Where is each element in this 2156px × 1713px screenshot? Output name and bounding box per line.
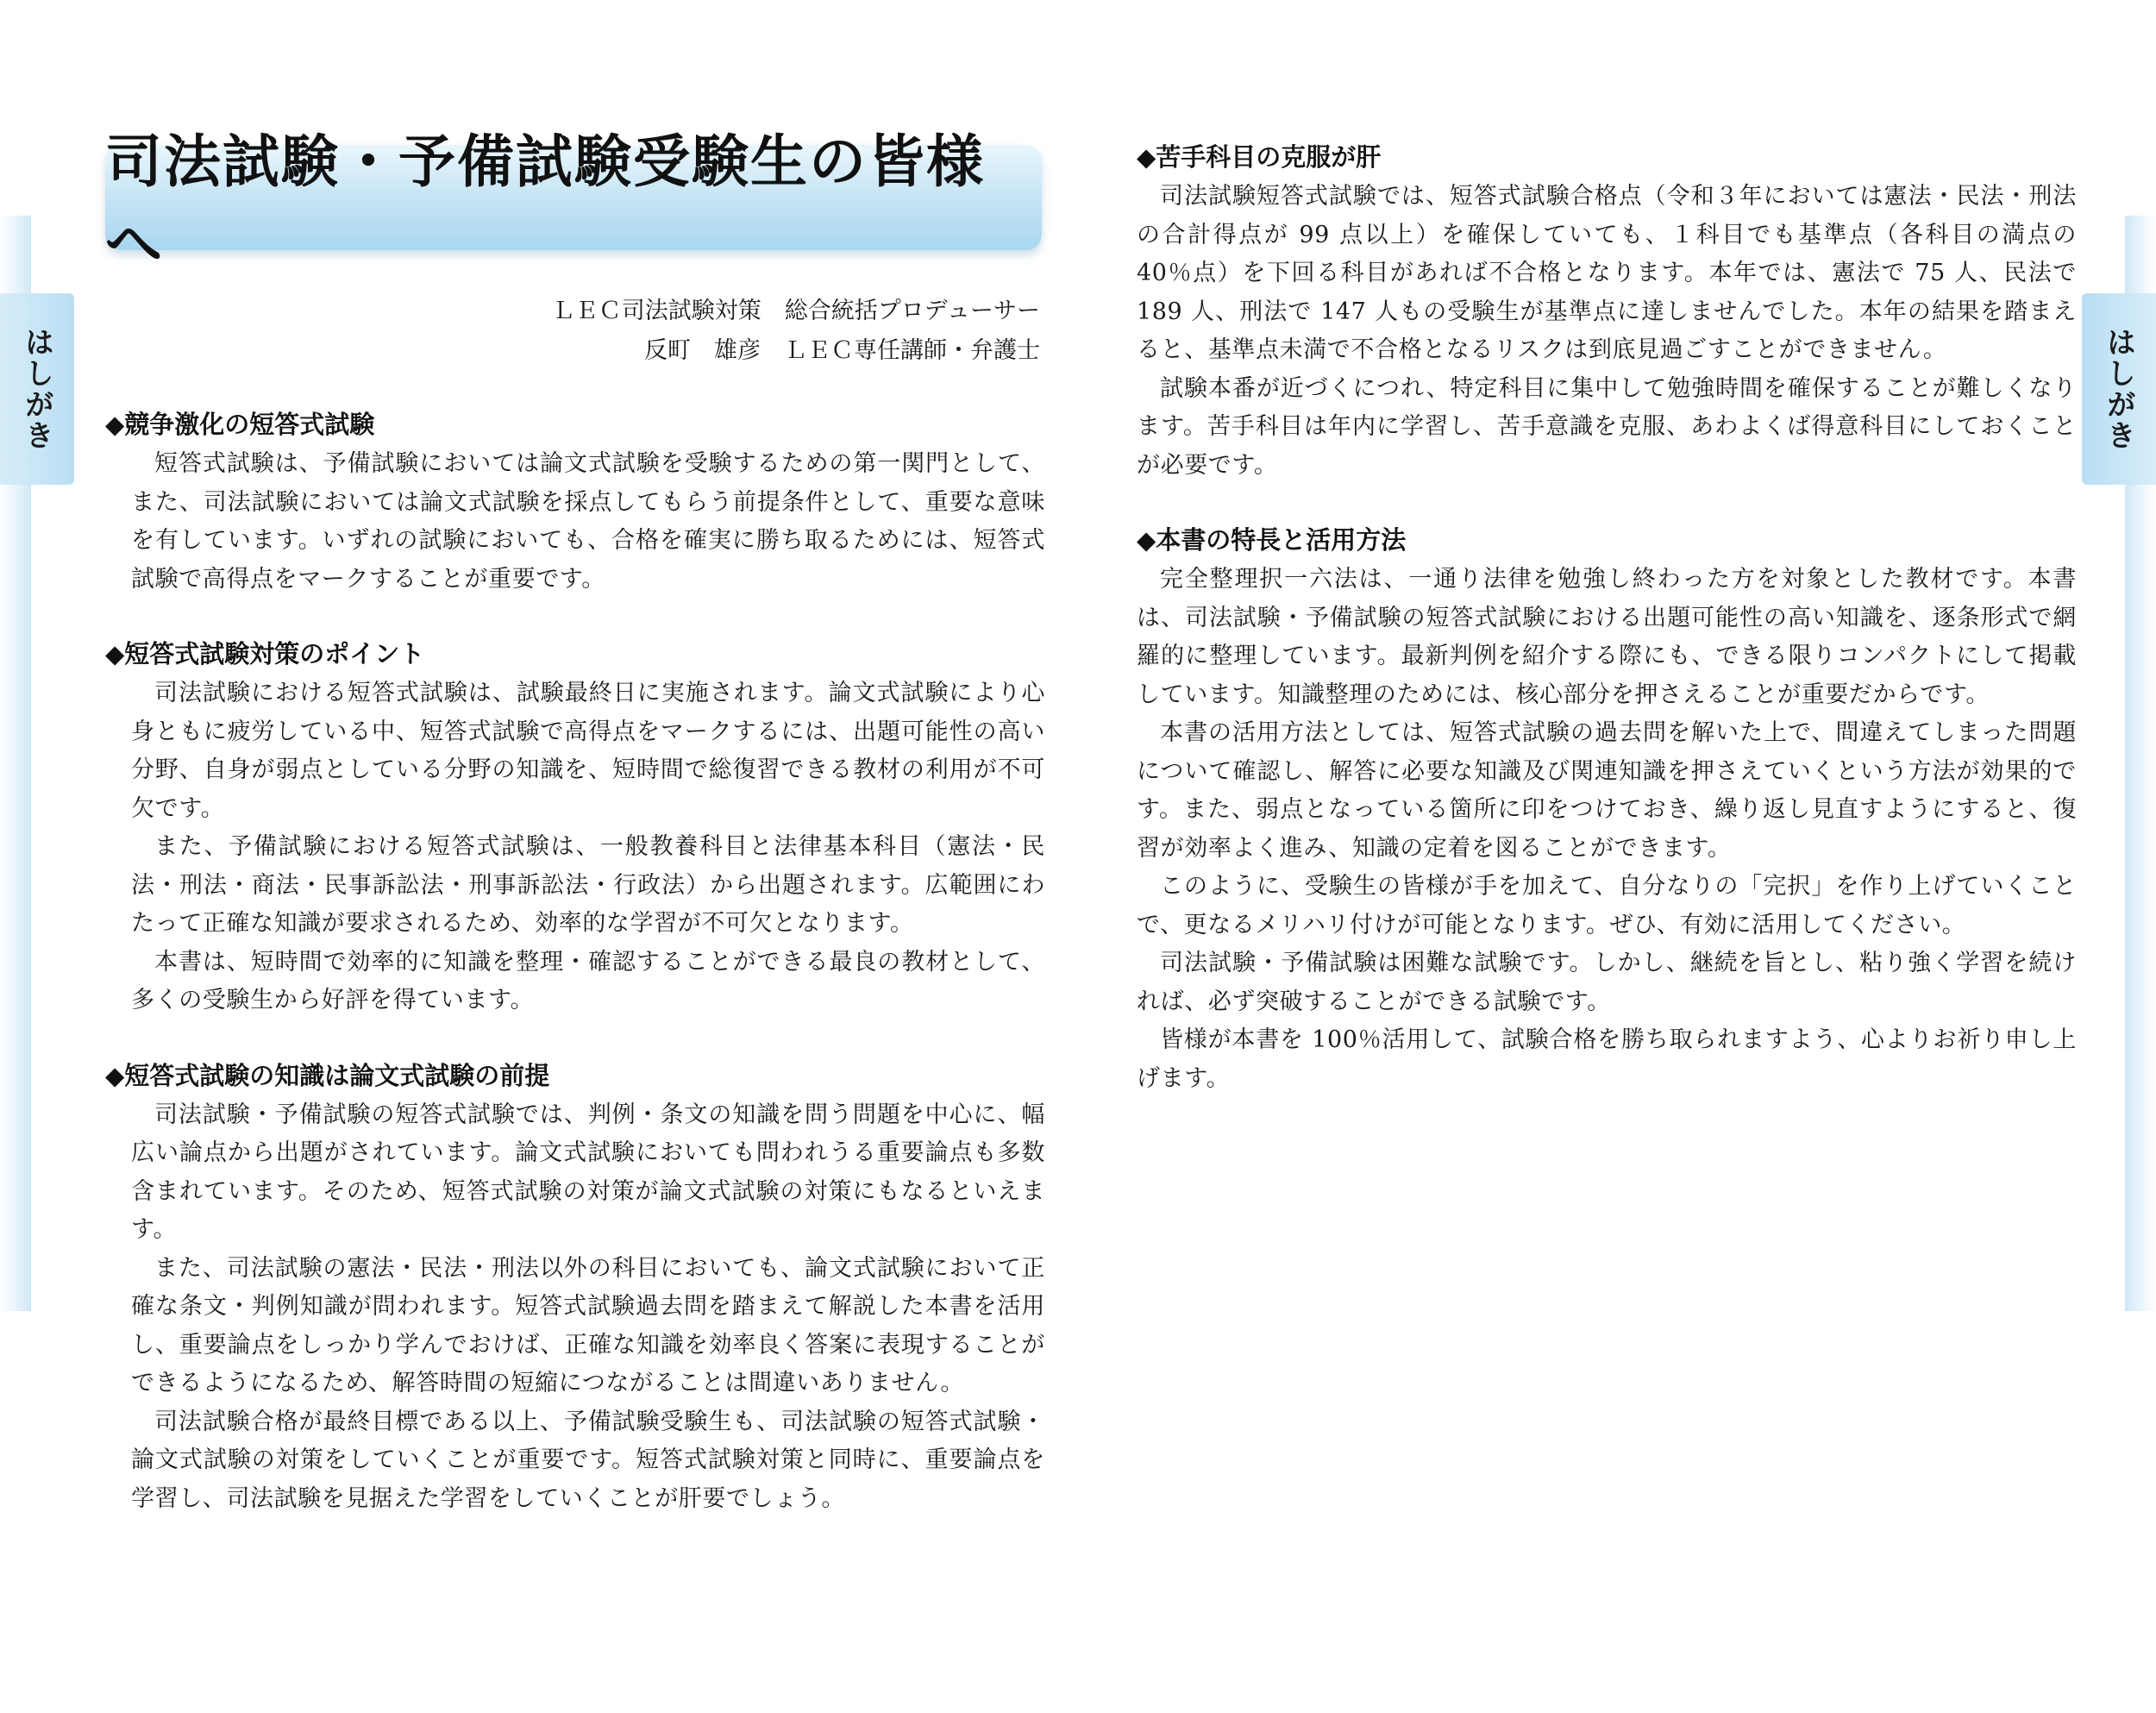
side-tab-left	[0, 293, 74, 485]
section-features-usage	[1137, 521, 2077, 1098]
section-heading: ◆苦手科目の克服が肝	[1137, 142, 1382, 172]
side-tab-label: はしがき	[19, 327, 54, 451]
title-banner	[105, 129, 1042, 277]
paragraph: このように、受験生の皆様が手を加えて、自分なりの「完択」を作り上げていくことで、更なるメリハリ付けが可能となります。ぜひ、有効に活用してください。	[1137, 873, 2077, 938]
right-column	[1137, 138, 2077, 1134]
left-column	[105, 405, 1045, 1554]
paragraph: 完全整理択一六法は、一通り法律を勉強し終わった方を対象とした教材です。本書は、司法試験・予備試験の短答式試験における出題可能性の高い知識を、逐条形式で網羅的に整理しています。最新判例を紹介する際にも、できる限りコンパクトにして掲載しています。知識整理のためには、核心部分を押さえることが重要だからです。	[1137, 566, 2077, 708]
author-line: 反町 雄彦 ＬＥＣ専任講師・弁護士	[644, 337, 1040, 364]
paragraph: 司法試験・予備試験は困難な試験です。しかし、継続を旨とし、粘り強く学習を続ければ、必ず突破することができる試験です。	[1137, 950, 2077, 1015]
section-competition	[105, 405, 1045, 599]
section-heading: ◆競争激化の短答式試験	[105, 410, 375, 439]
side-tab-right	[2082, 293, 2156, 485]
author-block	[448, 292, 1040, 371]
paragraph: 本書の活用方法としては、短答式試験の過去問を解いた上で、間違えてしまった問題について確認し、解答に必要な知識及び関連知識を押さえていくという方法が効果的です。また、弱点となっている箇所に印をつけておき、繰り返し見直すようにすると、復習が効率よく進み、知識の定着を図ることができます。	[1137, 719, 2077, 862]
author-line: ＬＥＣ司法試験対策 総合統括プロデューサー	[551, 298, 1040, 324]
paragraph: 司法試験における短答式試験は、試験最終日に実施されます。論文式試験により心身ともに疲労している中、短答式試験で高得点をマークするには、出題可能性の高い分野、自身が弱点としている分野の知識を、短時間で総復習できる教材の利用が不可欠です。	[131, 680, 1045, 822]
paragraph: また、予備試験における短答式試験は、一般教養科目と法律基本科目（憲法・民法・刑法・商法・民事訴訟法・刑事訴訟法・行政法）から出題されます。広範囲にわたって正確な知識が要求されるため、効率的な学習が不可欠となります。	[131, 833, 1045, 937]
section-heading: ◆本書の特長と活用方法	[1137, 525, 1407, 555]
paragraph: 短答式試験は、予備試験においては論文式試験を受験するための第一関門として、また、司法試験においては論文式試験を採点してもらう前提条件として、重要な意味を有しています。いずれの試験においても、合格を確実に勝ち取るためには、短答式試験で高得点をマークすることが重要です。	[131, 450, 1045, 593]
section-strategy-points	[105, 635, 1045, 1020]
side-tab-label: はしがき	[2101, 327, 2136, 451]
paragraph: 試験本番が近づくにつれ、特定科目に集中して勉強時間を確保することが難しくなります。苦手科目は年内に学習し、苦手意識を克服、あわよくば得意科目にしておくことが必要です。	[1137, 374, 2077, 479]
paragraph: また、司法試験の憲法・民法・刑法以外の科目においても、論文式試験において正確な条文・判例知識が問われます。短答式試験過去問を踏まえて解説した本書を活用し、重要論点をしっかり学んでおけば、正確な知識を効率良く答案に表現することができるようになるため、解答時間の短縮につながることは間違いありません。	[131, 1254, 1045, 1396]
section-weak-subjects	[1137, 138, 2077, 485]
paragraph: 司法試験短答式試験では、短答式試験合格点（令和３年においては憲法・民法・刑法の合計得点が 99 点以上）を確保していても、１科目でも基準点（各科目の満点の 40％点）を下回る科目があれば不合格となります。本年では、憲法で 75 人、民法で 189 人、刑法で 147 人もの受験生が基準点に達しませんでした。本年の結果を踏まえると、基準点未満で不合格となるリスクは到底見過ごすことができません。	[1137, 183, 2077, 363]
paragraph: 司法試験合格が最終目標である以上、予備試験受験生も、司法試験の短答式試験・論文式試験の対策をしていくことが重要です。短答式試験対策と同時に、重要論点を学習し、司法試験を見据えた学習をしていくことが肝要でしょう。	[131, 1408, 1045, 1512]
paragraph: 皆様が本書を 100％活用して、試験合格を勝ち取られますよう、心よりお祈り申し上げます。	[1137, 1026, 2077, 1092]
page-title: 司法試験・予備試験受験生の皆様へ	[105, 129, 985, 277]
paragraph: 本書は、短時間で効率的に知識を整理・確認することができる最良の教材として、多くの受験生から好評を得ています。	[131, 948, 1045, 1013]
paragraph: 司法試験・予備試験の短答式試験では、判例・条文の知識を問う問題を中心に、幅広い論点から出題がされています。論文式試験においても問われうる重要論点も多数含まれています。そのため、短答式試験の対策が論文式試験の対策にもなるといえます。	[131, 1101, 1045, 1243]
section-heading: ◆短答式試験対策のポイント	[105, 639, 425, 668]
section-essay-premise	[105, 1057, 1045, 1519]
section-heading: ◆短答式試験の知識は論文式試験の前提	[105, 1060, 550, 1090]
